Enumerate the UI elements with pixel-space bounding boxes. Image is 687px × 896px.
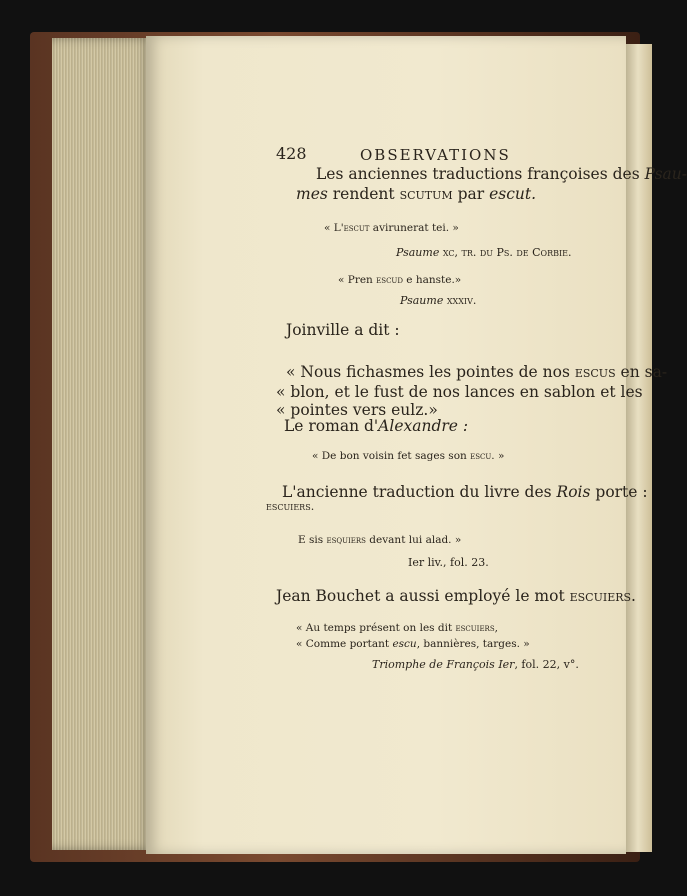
joinville-quote-line-3: « pointes vers eulz.»: [276, 401, 438, 419]
quote-bouchet-2: « Comme portant escu, bannières, targes. »: [296, 638, 530, 650]
joinville-intro: Joinville a dit :: [286, 321, 400, 339]
source-psaume-xxxiv: Psaume xxxiv.: [400, 294, 477, 307]
alexandre-intro: Le roman d'Alexandre :: [284, 417, 469, 435]
quote-rois: E sis esquiers devant lui alad. »: [298, 534, 462, 546]
source-psaume-xc: Psaume xc, tr. du Ps. de Corbie.: [396, 246, 572, 259]
page-edges: [52, 38, 152, 850]
paragraph-1-line-2: mes rendent scutum par escut.: [296, 185, 537, 203]
joinville-quote-line-2: « blon, et le fust de nos lances en sablon et les: [276, 383, 643, 401]
page-number: 428: [276, 144, 307, 163]
quote-escut: « L'escut avirunerat tei. »: [324, 222, 459, 234]
paragraph-1-line-1: Les anciennes traductions françoises des Psau-: [316, 165, 687, 183]
source-bouchet: Triomphe de François Ier, fol. 22, v°.: [372, 658, 579, 671]
source-rois: Ier liv., fol. 23.: [408, 556, 489, 569]
quote-alexandre: « De bon voisin fet sages son escu. »: [312, 450, 505, 462]
joinville-quote-line-1: « Nous fichasmes les pointes de nos escus en sa-: [286, 363, 668, 381]
quote-bouchet-1: « Au temps présent on les dit escuiers,: [296, 622, 498, 634]
running-title: OBSERVATIONS: [360, 146, 511, 164]
rois-line-1: L'ancienne traduction du livre des Rois porte :: [282, 483, 648, 501]
book-page: [146, 36, 687, 854]
quote-escud: « Pren escud e hanste.»: [338, 274, 462, 286]
bouchet-line-1: Jean Bouchet a aussi employé le mot escuiers.: [276, 587, 636, 605]
rois-line-2: escuiers.: [266, 500, 315, 513]
